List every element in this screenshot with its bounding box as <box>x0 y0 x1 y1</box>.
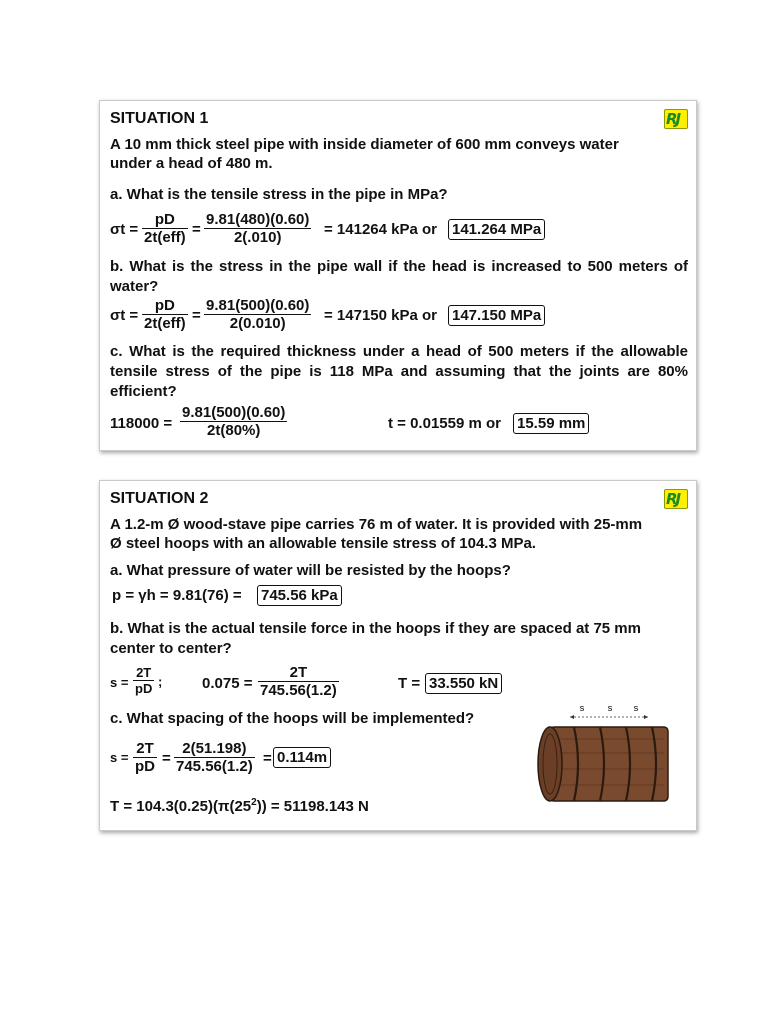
equation-b-fraction-1: pD 2t(eff) <box>144 297 186 332</box>
equation-c-lhs: 118000 = <box>110 415 173 432</box>
question-b: b. What is the actual tensile force in the hoops if they are spaced at 75 mm center to center? <box>110 620 641 657</box>
answer-c-box: 0.114m <box>273 747 331 768</box>
situation-2-card <box>99 480 697 831</box>
equation-b-equals: = <box>192 307 201 324</box>
answer-b-box: 33.550 kN <box>425 673 502 694</box>
problem-text-line-1: A 1.2-m Ø wood-stave pipe carries 76 m of water. It is provided with 25-mm <box>110 516 643 533</box>
pipe-end <box>538 727 562 801</box>
answer-a-box: 141.264 MPa <box>448 219 545 240</box>
spacing-label: s <box>633 703 639 713</box>
question-c: c. What spacing of the hoops will be implemented? <box>110 710 475 727</box>
equation-c-fraction-2: $\frac{2(51.198)}{745.56(1.2)}$ <box>176 740 253 775</box>
equation-b-lhs: 0.075 = <box>202 675 253 692</box>
equation-c-fraction-1: $\frac{2T}{pD}$ <box>135 740 155 775</box>
spacing-label: s <box>607 703 613 713</box>
equation-c-equals-2: = <box>263 750 272 767</box>
answer-b-box: 147.150 MPa <box>448 305 545 326</box>
equation-c-equals: = <box>162 750 171 767</box>
answer-a-box: 745.56 kPa <box>257 585 342 606</box>
equation-c-lhs: s = <box>110 750 129 765</box>
rj-logo-icon: RJ <box>664 109 688 129</box>
wood-stave-pipe-illustration <box>536 697 678 807</box>
question-c: c. What is the required thickness under a head of 500 meters if the allowable tensile stress of the pipe is 118 MPa and assuming that the joints are 80% efficient? <box>110 343 688 400</box>
question-a: a. What pressure of water will be resisted by the hoops? <box>110 562 511 579</box>
equation-b-semicolon: ; <box>158 674 163 689</box>
equation-a-result: = 141264 kPa or <box>324 221 438 238</box>
equation-a: p = γh = 9.81(76) = <box>112 587 242 604</box>
problem-text-line-2: Ø steel hoops with an allowable tensile stress of 104.3 MPa. <box>110 535 536 552</box>
problem-text-line-2: under a head of 480 m. <box>110 155 273 172</box>
equation-a-lhs: σt = <box>110 221 139 238</box>
answer-c-box: 15.59 mm <box>513 413 589 434</box>
equation-b-s-fraction: $\frac{2T}{pD}$ <box>135 665 153 696</box>
equation-a-fraction-2: $\frac{9.81(480)(0.60)}{2(.010)}$ <box>206 211 310 246</box>
tension-equation: $T = 104.3(0.25)(\pi(25^2)) = 51198.143$ N <box>110 797 369 815</box>
situation-title: SITUATION 1 <box>110 110 209 127</box>
equation-b-s-lhs: s = <box>110 675 129 690</box>
equation-c-result: t = 0.01559 m or <box>388 415 501 432</box>
question-b: b. What is the stress in the pipe wall if the head is increased to 500 meters of water? <box>110 258 688 295</box>
equation-b-fraction: $\frac{2T}{745.56(1.2)}$ <box>260 664 337 699</box>
equation-a-equals: = <box>192 221 201 238</box>
equation-c-fraction: $\frac{9.81(500)(0.60)}{2t(80\%)}$ <box>182 404 286 439</box>
question-a: a. What is the tensile stress in the pipe in MPa? <box>110 186 448 203</box>
equation-b-lhs: σt = <box>110 307 139 324</box>
situation-title: SITUATION 2 <box>110 490 209 507</box>
equation-b-fraction-2: $\frac{9.81(500)(0.60)}{2(0.010)}$ <box>206 297 310 332</box>
hoop-spacing-dimension <box>570 703 648 719</box>
equation-a-fraction-1: pD 2t(eff) <box>144 211 186 246</box>
problem-text-line-1: A 10 mm thick steel pipe with inside diameter of 600 mm conveys water <box>110 136 619 153</box>
rj-logo-icon: RJ <box>664 489 688 509</box>
equation-b-T: T = <box>398 675 421 692</box>
pipe-body <box>550 727 668 801</box>
equation-b-result: = 147150 kPa or <box>324 307 438 324</box>
spacing-label: s <box>579 703 585 713</box>
situation-1-card <box>99 100 697 451</box>
